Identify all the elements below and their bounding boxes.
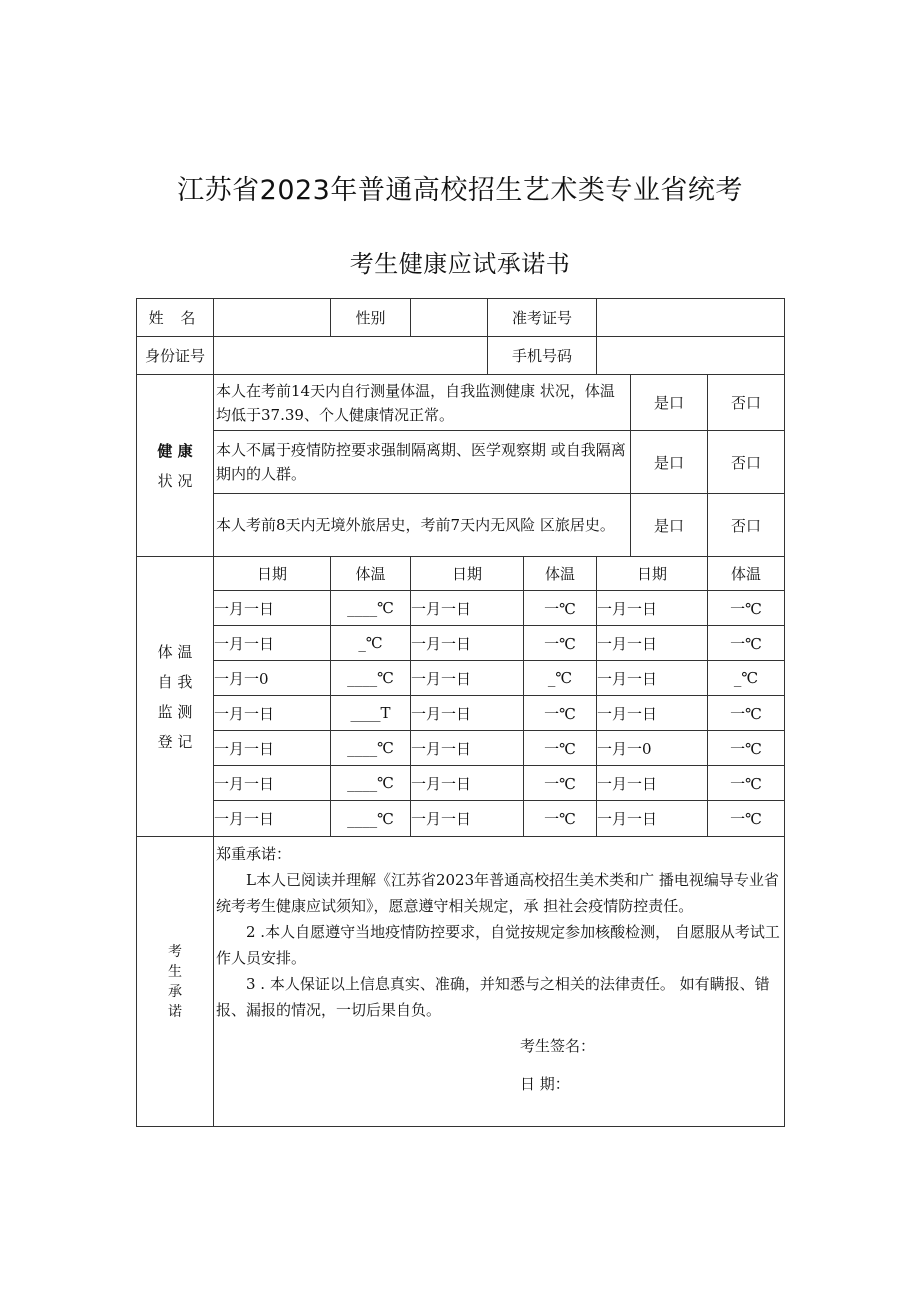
temp-value-cell[interactable]: _℃ — [331, 626, 411, 661]
gender-label: 性别 — [331, 299, 411, 337]
temp-date-cell[interactable]: 一月一0 — [214, 661, 331, 696]
temp-value-cell[interactable]: 一℃ — [524, 696, 597, 731]
gender-field[interactable] — [411, 299, 488, 337]
health-item-3: 本人考前8天内无境外旅居史，考前7天内无风险 区旅居史。 — [214, 494, 631, 557]
health-item-3-yes-checkbox[interactable]: 是口 — [631, 494, 708, 557]
temp-value-cell[interactable]: 一℃ — [708, 731, 785, 766]
temp-date-cell[interactable]: 一月一0 — [597, 731, 708, 766]
temp-value-cell[interactable]: 一℃ — [708, 801, 785, 837]
commitment-form — [136, 298, 785, 1127]
date-header: 日期 — [411, 557, 524, 591]
temp-value-cell[interactable]: _℃ — [524, 661, 597, 696]
promise-heading: 郑重承诺： — [216, 845, 292, 863]
promise-label-char: 诺 — [168, 1003, 182, 1020]
temp-date-cell[interactable]: 一月一日 — [411, 591, 524, 626]
temp-date-cell[interactable]: 一月一日 — [411, 801, 524, 837]
temp-value-cell[interactable]: ____℃ — [331, 661, 411, 696]
name-label: 姓 名 — [137, 299, 214, 337]
health-item-2-yes-checkbox[interactable]: 是口 — [631, 431, 708, 494]
temp-value-cell[interactable]: _℃ — [708, 661, 785, 696]
document-title: 江苏省2023年普通高校招生艺术类专业省统考 — [177, 175, 743, 206]
promise-content — [214, 837, 785, 1127]
temp-value-cell[interactable]: 一℃ — [708, 591, 785, 626]
temp-date-cell[interactable]: 一月一日 — [411, 661, 524, 696]
temp-value-cell[interactable]: ____℃ — [331, 766, 411, 801]
health-item-3-no-checkbox[interactable]: 否口 — [708, 494, 785, 557]
temp-label-line2: 自 我 — [157, 672, 193, 691]
temp-date-cell[interactable]: 一月一日 — [597, 661, 708, 696]
health-item-2-no-checkbox[interactable]: 否口 — [708, 431, 785, 494]
id-number-field[interactable] — [214, 337, 488, 375]
temp-date-cell[interactable]: 一月一日 — [411, 696, 524, 731]
temp-label-line1: 体 温 — [157, 642, 193, 661]
phone-label: 手机号码 — [488, 337, 597, 375]
temp-label-line4: 登 记 — [157, 732, 193, 751]
temp-value-cell[interactable]: ____T — [331, 696, 411, 731]
health-item-2: 本人不属于疫情防控要求强制隔离期、医学观察期 或自我隔离期内的人群。 — [214, 431, 631, 494]
temp-value-cell[interactable]: 一℃ — [524, 801, 597, 837]
temp-label-line3: 监 测 — [157, 702, 193, 721]
id-number-label: 身份证号 — [137, 337, 214, 375]
health-item-1: 本人在考前14天内自行测量体温，自我监测健康 状况，体温均低于37.39、个人健康情况正常。 — [214, 375, 631, 431]
health-item-1-no-checkbox[interactable]: 否口 — [708, 375, 785, 431]
promise-section-label — [137, 837, 214, 1127]
temp-value-cell[interactable]: ____℃ — [331, 731, 411, 766]
temp-header: 体温 — [524, 557, 597, 591]
document-subtitle: 考生健康应试承诺书 — [349, 250, 571, 278]
temp-value-cell[interactable]: 一℃ — [708, 696, 785, 731]
promise-item-2: 2 .本人自愿遵守当地疫情防控要求，自觉按规定参加核酸检测， 自愿服从考试工作人员安排。 — [216, 923, 780, 967]
promise-label-char: 承 — [168, 983, 182, 1000]
temp-value-cell[interactable]: 一℃ — [524, 766, 597, 801]
temp-date-cell[interactable]: 一月一日 — [214, 801, 331, 837]
date-header: 日期 — [597, 557, 708, 591]
health-section-label — [137, 375, 214, 557]
temp-value-cell[interactable]: 一℃ — [524, 731, 597, 766]
temp-date-cell[interactable]: 一月一日 — [597, 766, 708, 801]
date-label[interactable]: 日 期： — [520, 1075, 570, 1093]
temp-date-cell[interactable]: 一月一日 — [214, 766, 331, 801]
health-label-line1: 健 康 — [157, 441, 193, 460]
health-item-1-yes-checkbox[interactable]: 是口 — [631, 375, 708, 431]
exam-number-label: 准考证号 — [488, 299, 597, 337]
temp-date-cell[interactable]: 一月一日 — [411, 731, 524, 766]
temp-date-cell[interactable]: 一月一日 — [597, 591, 708, 626]
temp-date-cell[interactable]: 一月一日 — [214, 591, 331, 626]
temp-value-cell[interactable]: ____℃ — [331, 591, 411, 626]
date-header: 日期 — [214, 557, 331, 591]
phone-field[interactable] — [597, 337, 785, 375]
signature-label[interactable]: 考生签名： — [520, 1037, 596, 1055]
temp-header: 体温 — [331, 557, 411, 591]
promise-item-1: L本人已阅读并理解《江苏省2023年普通高校招生美术类和广 播电视编导专业省统考考生健康应试须知》，愿意遵守相关规定，承 担社会疫情防控责任。 — [216, 871, 779, 915]
promise-label-char: 考 — [168, 943, 182, 960]
temp-date-cell[interactable]: 一月一日 — [597, 696, 708, 731]
temp-value-cell[interactable]: ____℃ — [331, 801, 411, 837]
health-label-line2: 状 况 — [157, 471, 193, 490]
temp-date-cell[interactable]: 一月一日 — [214, 731, 331, 766]
temp-value-cell[interactable]: 一℃ — [708, 626, 785, 661]
temp-date-cell[interactable]: 一月一日 — [411, 766, 524, 801]
temperature-section-label — [137, 557, 214, 837]
temp-date-cell[interactable]: 一月一日 — [597, 801, 708, 837]
temp-value-cell[interactable]: 一℃ — [708, 766, 785, 801]
promise-item-3: 3 . 本人保证以上信息真实、准确，并知悉与之相关的法律责任。 如有瞒报、错报、漏报的情况，一切后果自负。 — [216, 975, 770, 1019]
temp-header: 体温 — [708, 557, 785, 591]
name-field[interactable] — [214, 299, 331, 337]
temp-date-cell[interactable]: 一月一日 — [597, 626, 708, 661]
temp-date-cell[interactable]: 一月一日 — [214, 626, 331, 661]
promise-label-char: 生 — [168, 963, 182, 980]
exam-number-field[interactable] — [597, 299, 785, 337]
temp-value-cell[interactable]: 一℃ — [524, 591, 597, 626]
temp-date-cell[interactable]: 一月一日 — [411, 626, 524, 661]
temp-date-cell[interactable]: 一月一日 — [214, 696, 331, 731]
temp-value-cell[interactable]: 一℃ — [524, 626, 597, 661]
